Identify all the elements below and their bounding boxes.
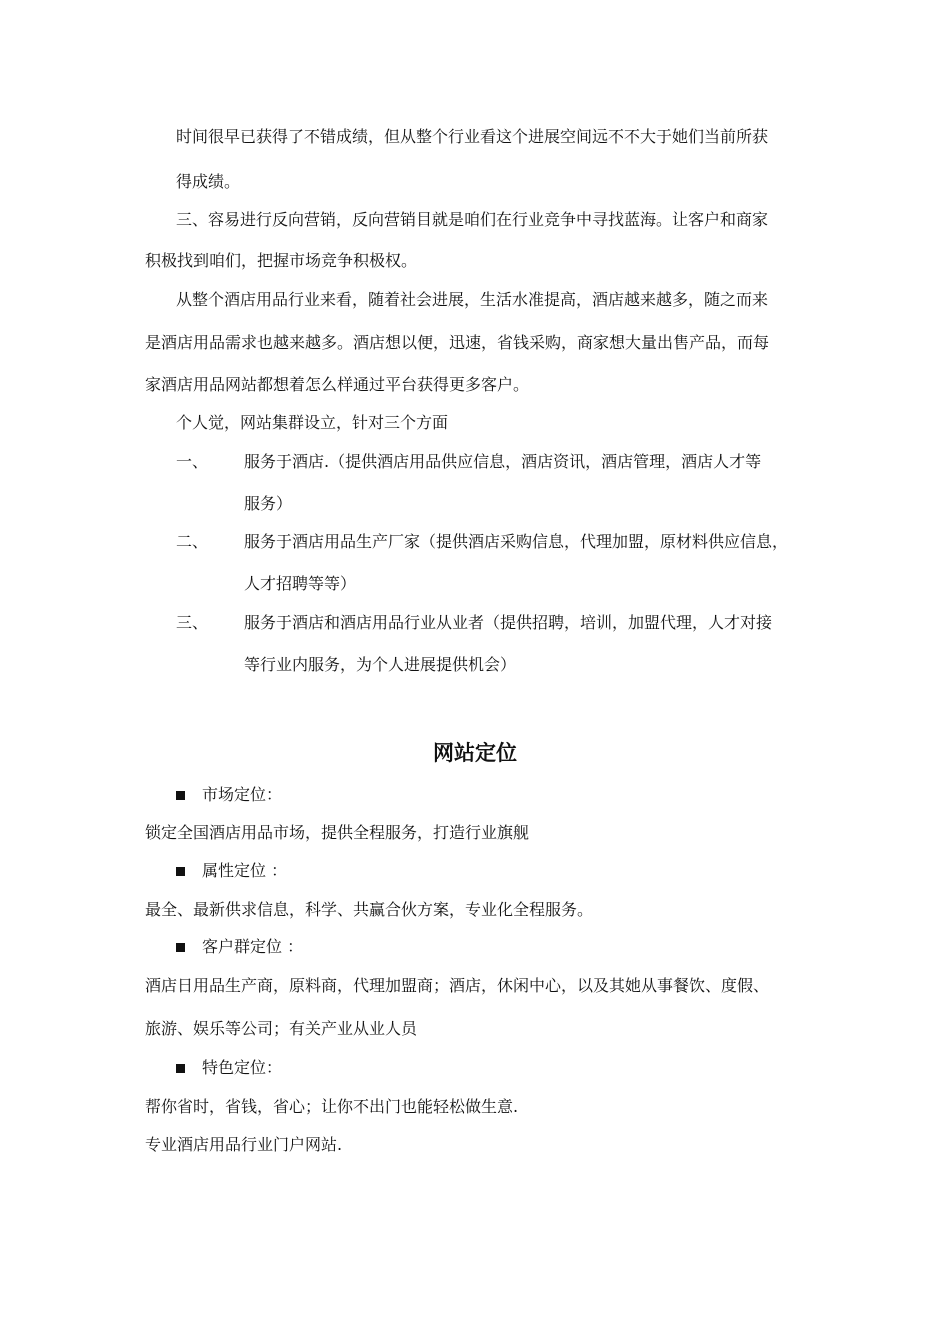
square-bullet-icon [176, 943, 185, 952]
item-label: 市场定位： [202, 785, 283, 804]
paragraph-line: 积极找到咱们，把握市场竞争积极权。 [145, 251, 418, 270]
paragraph-line: 个人觉，网站集群设立，针对三个方面 [176, 413, 449, 432]
square-bullet-icon [176, 867, 185, 876]
list-number: 三、 [176, 613, 209, 632]
paragraph-line: 家酒店用品网站都想着怎么样通过平台获得更多客户。 [145, 375, 530, 394]
square-bullet-icon [176, 1064, 185, 1073]
list-item-text: 服务于酒店和酒店用品行业从业者（提供招聘，培训，加盟代理，人才对接 [244, 613, 773, 632]
item-text: 锁定全国酒店用品市场，提供全程服务，打造行业旗舰 [145, 823, 530, 842]
list-number: 二、 [176, 532, 209, 551]
paragraph-line: 三、容易进行反向营销，反向营销目就是咱们在行业竞争中寻找蓝海。让客户和商家 [176, 210, 769, 229]
section-title: 网站定位 [433, 741, 517, 765]
list-item-text: 服务） [244, 494, 293, 513]
square-bullet-icon [176, 791, 185, 800]
item-text: 帮你省时，省钱，省心；让你不出门也能轻松做生意. [145, 1097, 519, 1116]
item-text: 旅游、娱乐等公司；有关产业从业人员 [145, 1019, 418, 1038]
paragraph-line: 时间很早已获得了不错成绩，但从整个行业看这个进展空间远不不大于她们当前所获 [176, 127, 769, 146]
list-item-text: 等行业内服务，为个人进展提供机会） [244, 655, 517, 674]
paragraph-line: 得成绩。 [176, 172, 241, 191]
list-item-text: 人才招聘等等） [244, 574, 357, 593]
item-label: 特色定位： [202, 1058, 283, 1077]
paragraph-line: 从整个酒店用品行业来看，随着社会进展，生活水准提高，酒店越来越多，随之而来 [176, 290, 769, 309]
paragraph-line: 是酒店用品需求也越来越多。酒店想以便，迅速，省钱采购，商家想大量出售产品，而每 [145, 333, 770, 352]
item-text: 专业酒店用品行业门户网站. [145, 1135, 343, 1154]
list-number: 一、 [176, 452, 209, 471]
item-label: 属性定位 ： [202, 861, 288, 880]
list-item-text: 服务于酒店.（提供酒店用品供应信息，酒店资讯，酒店管理，酒店人才等 [244, 452, 762, 471]
item-label: 客户群定位 ： [202, 937, 304, 956]
item-text: 酒店日用品生产商，原料商，代理加盟商；酒店，休闲中心，以及其她从事餐饮、度假、 [145, 976, 770, 995]
list-item-text: 服务于酒店用品生产厂家（提供酒店采购信息，代理加盟，原材料供应信息， [244, 532, 789, 551]
item-text: 最全、最新供求信息，科学、共赢合伙方案，专业化全程服务。 [145, 900, 594, 919]
